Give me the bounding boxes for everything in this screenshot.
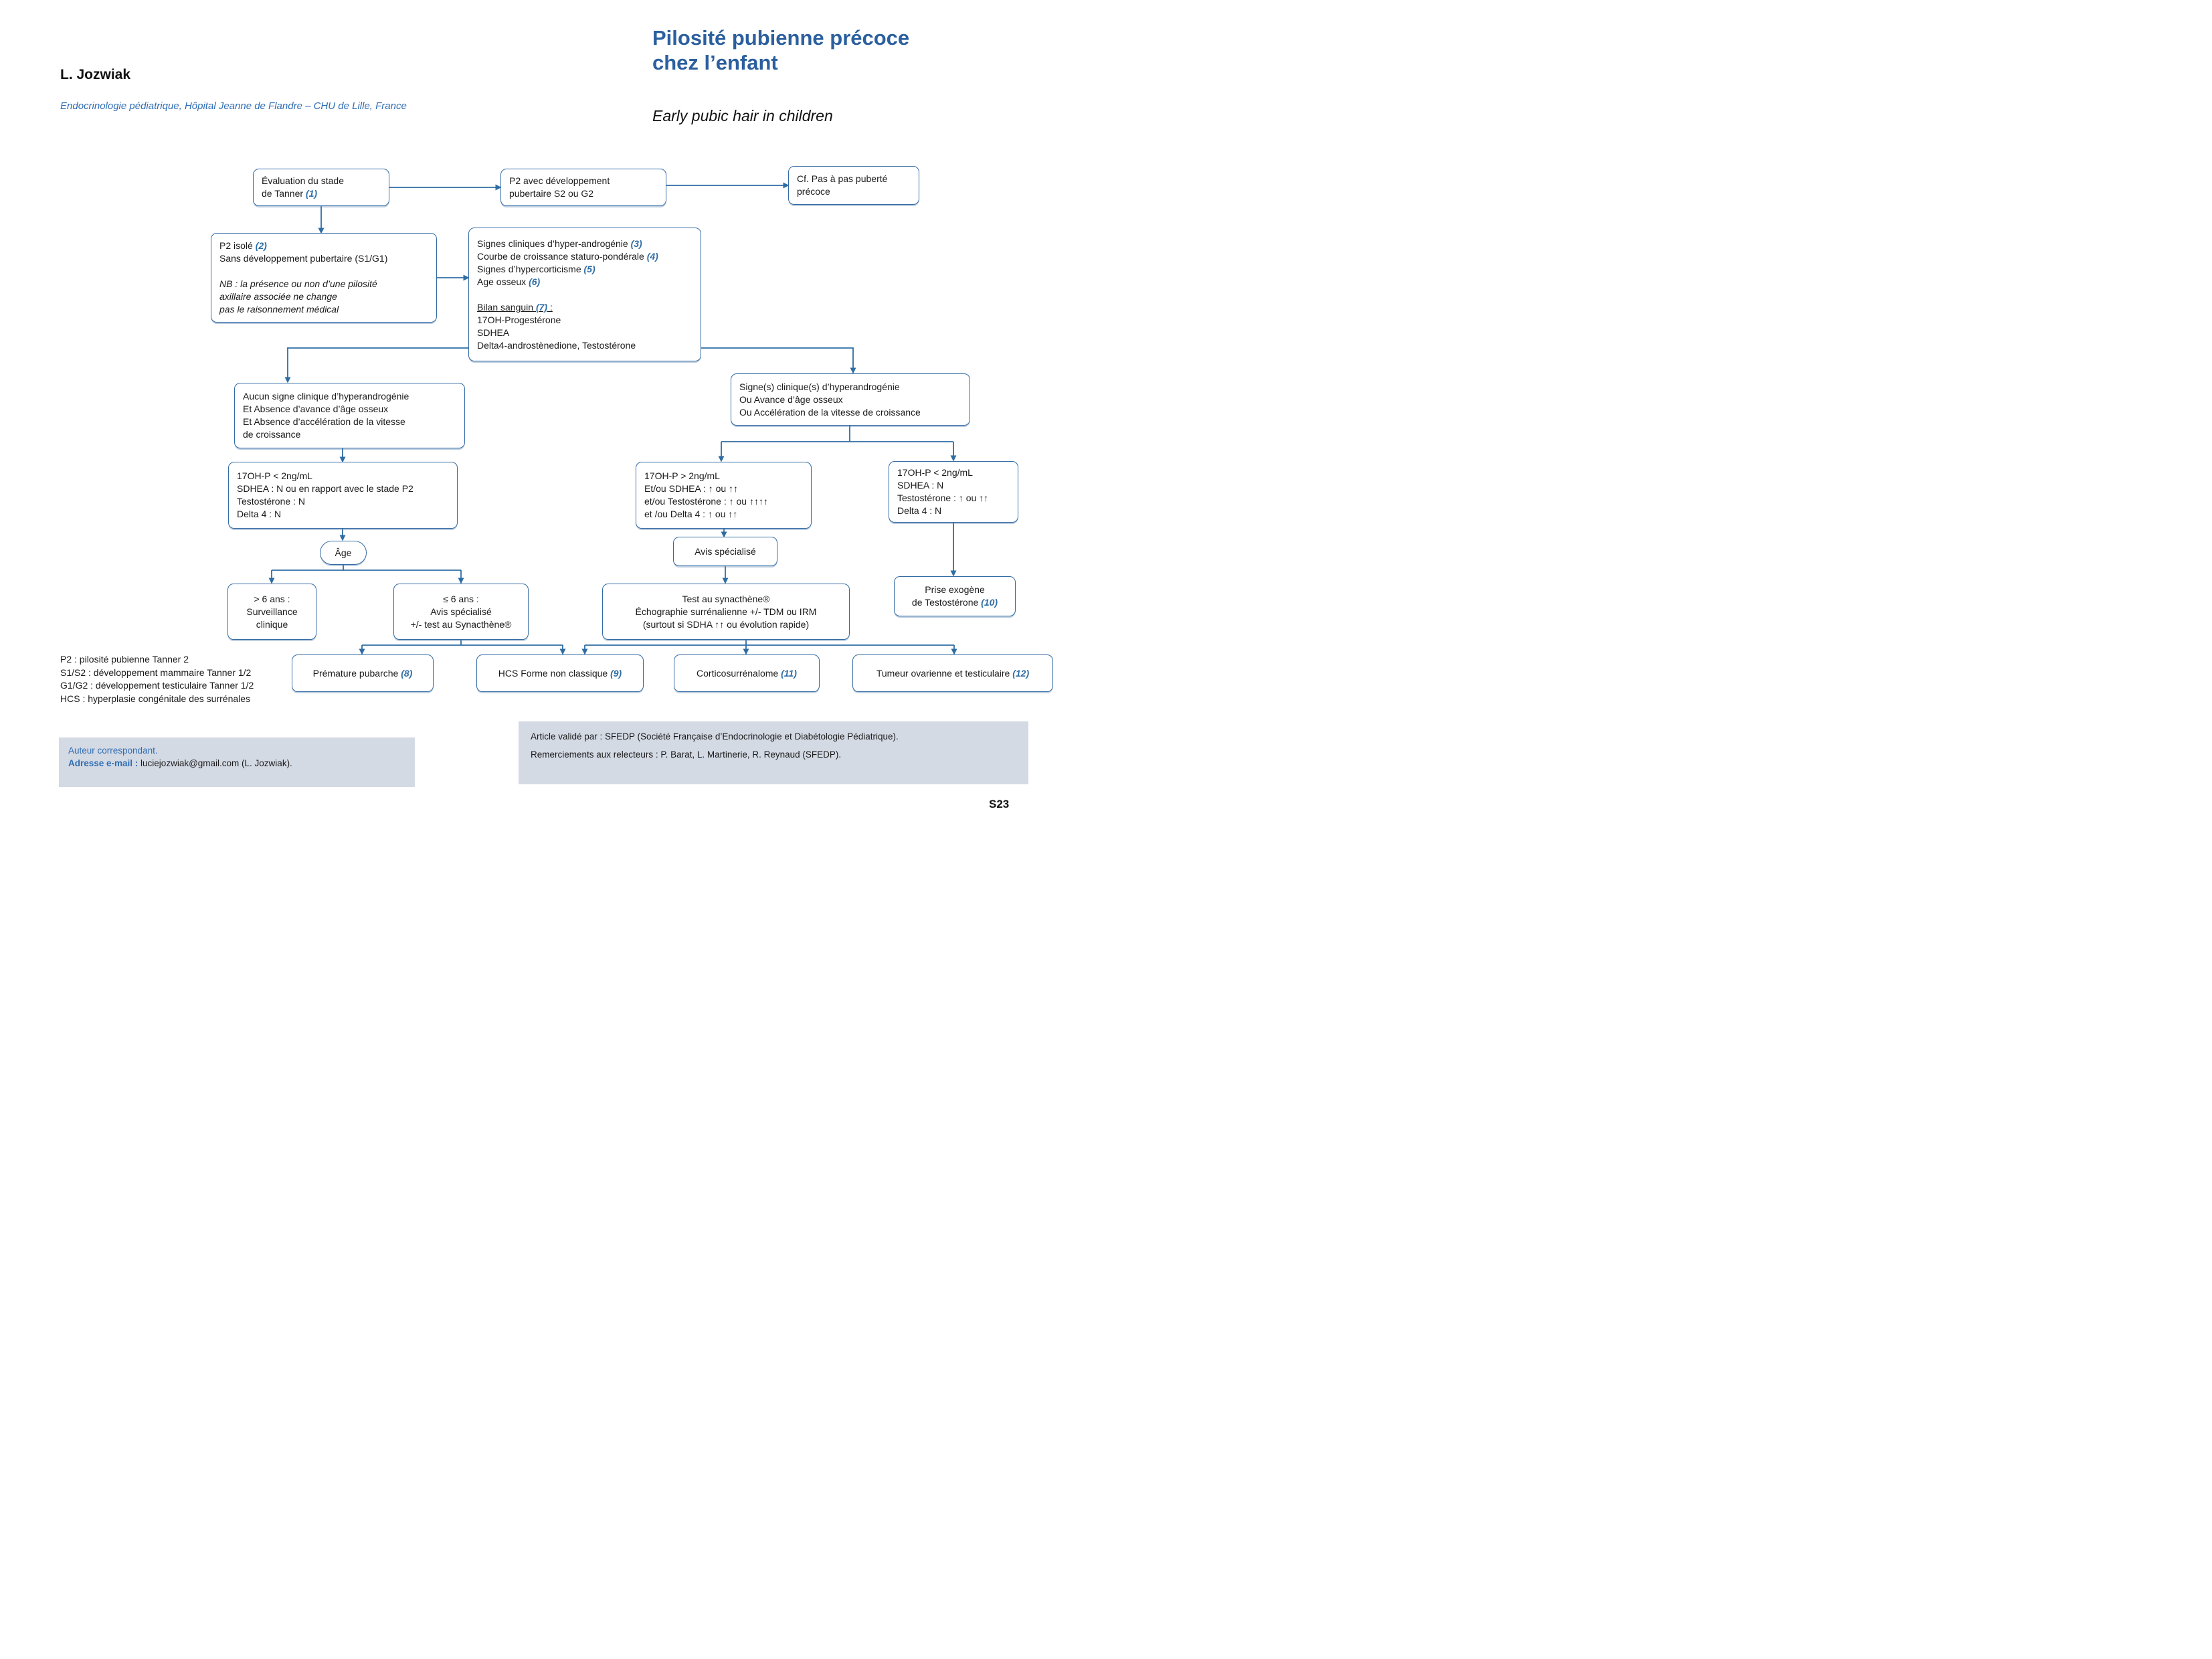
correspondence-footer — [59, 737, 415, 787]
email-value: luciejozwiak@gmail.com (L. Jozwiak). — [138, 758, 292, 768]
box-line: Surveillance — [246, 606, 298, 617]
box-line — [219, 265, 428, 278]
validation-footer — [519, 721, 1028, 784]
box-line: 17OH-P < 2ng/mL — [897, 467, 973, 478]
box-line: Signes d’hypercorticisme (5) — [477, 263, 595, 274]
box-hcs-forme-non-classique — [476, 654, 644, 692]
box-line: Sans développement pubertaire (S1/G1) — [219, 253, 388, 264]
box-line: précoce — [797, 186, 830, 197]
node-age — [320, 541, 367, 565]
box-tumeur-ovarienne-testiculaire — [852, 654, 1053, 692]
box-line: Age osseux (6) — [477, 276, 541, 287]
author-name: L. Jozwiak — [60, 67, 131, 82]
author-affiliation: Endocrinologie pédiatrique, Hôpital Jeanne de Flandre – CHU de Lille, France — [60, 100, 407, 112]
box-line — [477, 288, 693, 301]
box-line: (surtout si SDHA ↑↑ ou évolution rapide) — [642, 618, 810, 630]
box-line: et/ou Testostérone : ↑ ou ↑↑↑↑ — [644, 496, 768, 507]
email-label: Adresse e-mail : — [68, 758, 139, 768]
box-line: Signe(s) clinique(s) d’hyperandrogénie — [739, 381, 900, 392]
box-line: +/- test au Synacthène® — [410, 618, 512, 630]
page-number: S23 — [989, 798, 1010, 810]
box-p2-avec-developpement — [500, 169, 666, 206]
box-line: G1/G2 : développement testiculaire Tanner 1/2 — [60, 680, 254, 691]
box-avis-specialise-synacthene — [393, 584, 529, 640]
box-line: SDHEA — [477, 327, 510, 338]
box-line: Ou Accélération de la vitesse de croissance — [739, 406, 921, 418]
box-line: pubertaire S2 ou G2 — [509, 188, 594, 199]
box-line: HCS : hyperplasie congénitale des surrénales — [60, 693, 251, 704]
box-labs-testosterone-elevee — [889, 461, 1018, 523]
box-line: P2 isolé (2) — [219, 240, 267, 251]
box-line: Et Absence d’accélération de la vitesse — [243, 416, 405, 427]
page — [0, 0, 1106, 830]
box-line: ≤ 6 ans : — [443, 593, 479, 604]
box-signes-cliniques-bilan — [468, 228, 701, 361]
box-line: et /ou Delta 4 : ↑ ou ↑↑ — [644, 509, 738, 519]
box-line: de croissance — [243, 429, 301, 440]
box-line: Delta4-androstènedione, Testostérone — [477, 339, 636, 351]
validation-line2: Remerciements aux relecteurs : P. Barat, L. Martinerie, R. Reynaud (SFEDP). — [531, 750, 842, 760]
box-line: de Testostérone (10) — [911, 597, 998, 608]
box-line: Test au synacthène® — [682, 593, 770, 604]
page-title-line2: chez l’enfant — [652, 51, 778, 74]
box-line: Avis spécialisé — [695, 545, 756, 557]
box-line: de Tanner (1) — [262, 188, 318, 199]
box-line: Corticosurrénalome (11) — [697, 667, 797, 679]
box-line: Échographie surrénalienne +/- TDM ou IRM — [635, 606, 817, 617]
arrow-line — [288, 348, 468, 378]
box-line: Aucun signe clinique d’hyperandrogénie — [243, 391, 409, 402]
box-line: HCS Forme non classique (9) — [498, 667, 622, 679]
box-line: pas le raisonnement médical — [219, 304, 339, 315]
box-line: P2 : pilosité pubienne Tanner 2 — [60, 654, 189, 665]
box-line: > 6 ans : — [254, 593, 290, 604]
box-corticosurrenalome — [674, 654, 820, 692]
box-line: Delta 4 : N — [897, 505, 942, 516]
box-aucun-signe-hyperandrogenie — [234, 383, 465, 448]
box-signes-hyperandrogenie — [731, 373, 970, 426]
box-line: 17OH-P < 2ng/mL — [237, 470, 312, 481]
box-line: SDHEA : N ou en rapport avec le stade P2 — [237, 483, 413, 494]
box-line: P2 avec développement — [509, 175, 610, 186]
box-cf-puberte-precoce — [788, 166, 919, 205]
box-line: Testostérone : N — [237, 496, 305, 507]
box-line: Courbe de croissance staturo-pondérale (4) — [477, 250, 658, 262]
box-surveillance-clinique — [227, 584, 316, 640]
box-line: Cf. Pas à pas puberté — [797, 173, 888, 184]
box-prise-exogene-testosterone — [894, 576, 1016, 616]
box-line: Prise exogène — [925, 584, 985, 595]
box-line: Bilan sanguin (7) : — [477, 301, 553, 313]
box-line: Ou Avance d’âge osseux — [739, 394, 843, 405]
box-line: Prémature pubarche (8) — [312, 667, 413, 679]
box-line: Et/ou SDHEA : ↑ ou ↑↑ — [644, 483, 739, 494]
abbreviations-legend — [60, 653, 254, 705]
box-evaluation-tanner — [253, 169, 389, 206]
box-line: Avis spécialisé — [430, 606, 492, 617]
box-labs-normaux — [228, 462, 458, 529]
box-line: NB : la présence ou non d’une pilosité — [219, 278, 377, 289]
box-avis-specialise — [673, 537, 777, 566]
box-line: Tumeur ovarienne et testiculaire (12) — [876, 667, 1030, 679]
box-line: Signes cliniques d’hyper-androgénie (3) — [477, 238, 642, 249]
page-title — [652, 25, 1027, 75]
arrow-line — [701, 348, 853, 369]
box-line: Delta 4 : N — [237, 509, 282, 519]
correspondence-title: Auteur correspondant. — [68, 746, 158, 756]
box-premature-pubarche — [292, 654, 434, 692]
box-line: S1/S2 : développement mammaire Tanner 1/2 — [60, 667, 252, 678]
box-line: Testostérone : ↑ ou ↑↑ — [897, 493, 989, 503]
box-line: Et Absence d’avance d’âge osseux — [243, 404, 389, 414]
validation-line1: Article validé par : SFEDP (Société Française d’Endocrinologie et Diabétologie Pédiatrique). — [531, 731, 899, 741]
box-line: 17OH-Progestérone — [477, 314, 561, 325]
box-line: Évaluation du stade — [262, 175, 344, 186]
box-line: axillaire associée ne change — [219, 291, 337, 302]
box-line: clinique — [256, 618, 288, 630]
box-labs-eleves — [636, 462, 812, 529]
page-title-line1: Pilosité pubienne précoce — [652, 26, 910, 50]
box-line: Âge — [335, 547, 352, 558]
box-line: 17OH-P > 2ng/mL — [644, 470, 720, 481]
box-line: SDHEA : N — [897, 480, 944, 491]
box-test-synacthene — [602, 584, 850, 640]
box-p2-isole — [211, 233, 437, 323]
page-subtitle: Early pubic hair in children — [652, 107, 833, 124]
